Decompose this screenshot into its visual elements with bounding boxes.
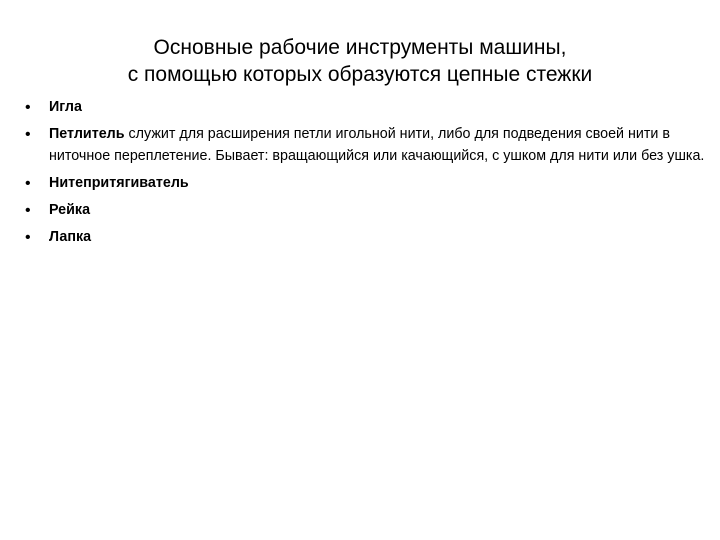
bullet-term: Лапка <box>49 228 92 245</box>
bullet-icon: • <box>25 201 31 219</box>
bullet-term: Петлитель <box>49 126 125 142</box>
bullet-item-igla <box>22 97 712 119</box>
bullet-icon: • <box>25 174 31 192</box>
bullet-text: служит для расширения петли игольной нити, либо для подведения своей нити в ниточное переплетение. Бывает: вращающийся или качающийся, с ушком для нити или без ушка. <box>49 126 705 164</box>
bullet-list <box>22 97 712 254</box>
title-line-2: с помощью которых образуются цепные стежки <box>127 63 593 86</box>
bullet-item-petlitel <box>22 124 712 167</box>
bullet-item-lapka <box>22 227 712 249</box>
bullet-icon: • <box>25 126 31 143</box>
bullet-icon: • <box>25 99 31 116</box>
title-line-1: Основные рабочие инструменты машины, <box>153 36 567 59</box>
bullet-icon: • <box>25 228 31 246</box>
bullet-item-niteprityagivatel <box>22 173 712 195</box>
slide-title <box>20 34 700 88</box>
bullet-item-reyka <box>22 200 712 222</box>
bullet-term: Нитепритягиватель <box>49 174 189 191</box>
bullet-term: Рейка <box>49 201 91 218</box>
bullet-term: Игла <box>49 99 82 115</box>
